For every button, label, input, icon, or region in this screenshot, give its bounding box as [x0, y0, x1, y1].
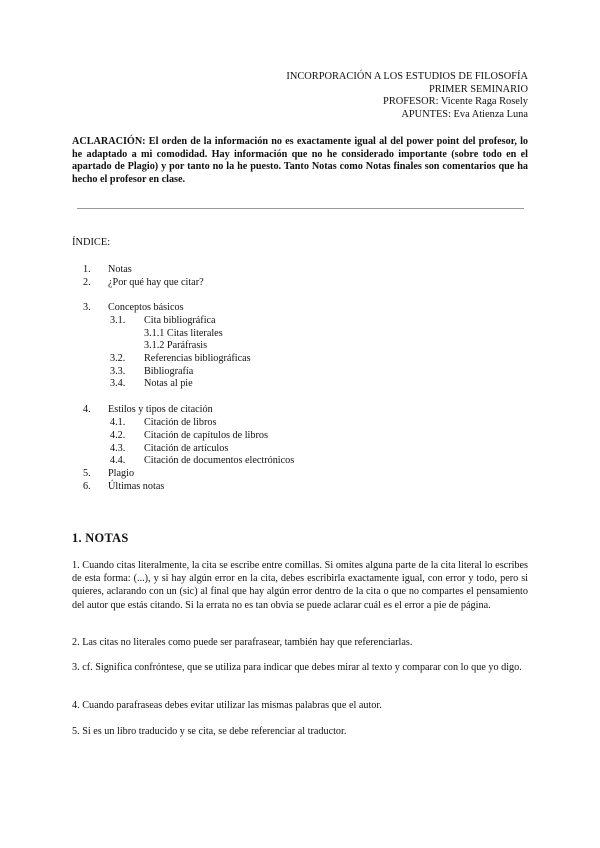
paragraph: 2. Las citas no literales como puede ser parafrasear, también hay que referenciarlas.: [72, 637, 413, 648]
paragraph: 3. cf. Significa confróntese, que se utiliza para indicar que debes mirar al texto y comparar con lo que yo digo.: [72, 662, 522, 673]
toc-label: Últimas notas: [108, 481, 165, 492]
toc-label: Notas al pie: [144, 378, 193, 389]
toc-label: Plagio: [108, 468, 135, 479]
toc-number: 2.: [83, 277, 91, 288]
professor-line: PROFESOR: Vicente Raga Rosely: [383, 96, 528, 108]
toc-label: Notas: [108, 264, 132, 275]
toc-number: 4.: [83, 404, 91, 415]
clarification-note: ACLARACIÓN: El orden de la información no es exactamente igual al del power point del profesor, lo he adaptado a mi comodidad. Hay información que no he considerado importante (sobre todo en el apartado de Plagio) y por tanto no la he puesto. Tanto Notas como Notas finales son comentarios que ha hecho el profesor en clase.: [72, 136, 528, 185]
toc-label: Conceptos básicos: [108, 302, 184, 313]
document-header: [286, 71, 528, 121]
toc-label: Citación de documentos electrónicos: [144, 455, 295, 466]
toc-label: Cita bibliográfica: [144, 315, 216, 326]
toc-label: 3.1.2 Paráfrasis: [144, 340, 208, 351]
toc-label: Bibliografía: [144, 366, 194, 377]
toc-number: 4.4.: [110, 455, 126, 466]
toc-number: 3.4.: [110, 378, 126, 389]
paragraph: 5. Si es un libro traducido y se cita, se debe referenciar al traductor.: [72, 726, 347, 737]
toc-label: Citación de artículos: [144, 443, 229, 454]
toc-number: 6.: [83, 481, 91, 492]
toc-label: Citación de capítulos de libros: [144, 430, 268, 441]
paragraph: 1. Cuando citas literalmente, la cita se escribe entre comillas. Si omites alguna parte de la cita literal lo escribes de esta forma: (...), y si hay algún error en la cita, debes escribirla exactamente igual, con error y todo, pero si quieres, aclarando con un (sic) al final que hay algún error dentro de la cita o que no compartes el pensamiento del autor que estás citando. Si la errata no es tan obvia se puede aclarar cuál es el error a pie de página.: [72, 560, 528, 611]
toc-label: 3.1.1 Citas literales: [144, 328, 223, 339]
paragraph: 4. Cuando parafraseas debes evitar utilizar las mismas palabras que el autor.: [72, 700, 382, 711]
notes-author-line: APUNTES: Eva Atienza Luna: [401, 108, 528, 120]
toc-number: 4.1.: [110, 417, 126, 428]
toc-label: ¿Por qué hay que citar?: [108, 277, 204, 288]
toc-number: 3.: [83, 302, 91, 313]
toc-label: Referencias bibliográficas: [144, 353, 251, 364]
course-title: INCORPORACIÓN A LOS ESTUDIOS DE FILOSOFÍA: [286, 71, 528, 82]
toc-number: 5.: [83, 468, 91, 479]
toc-number: 3.2.: [110, 353, 126, 364]
section-heading: 1. NOTAS: [72, 531, 129, 545]
toc-label: Citación de libros: [144, 417, 217, 428]
toc-number: 4.2.: [110, 430, 126, 441]
index-title: ÍNDICE:: [72, 237, 111, 248]
toc-number: 1.: [83, 264, 91, 275]
toc-number: 3.3.: [110, 366, 126, 377]
seminar-label: PRIMER SEMINARIO: [428, 83, 528, 95]
toc-number: 4.3.: [110, 443, 126, 454]
divider-line: [77, 208, 524, 209]
toc-number: 3.1.: [110, 315, 126, 326]
toc-label: Estilos y tipos de citación: [108, 404, 213, 415]
